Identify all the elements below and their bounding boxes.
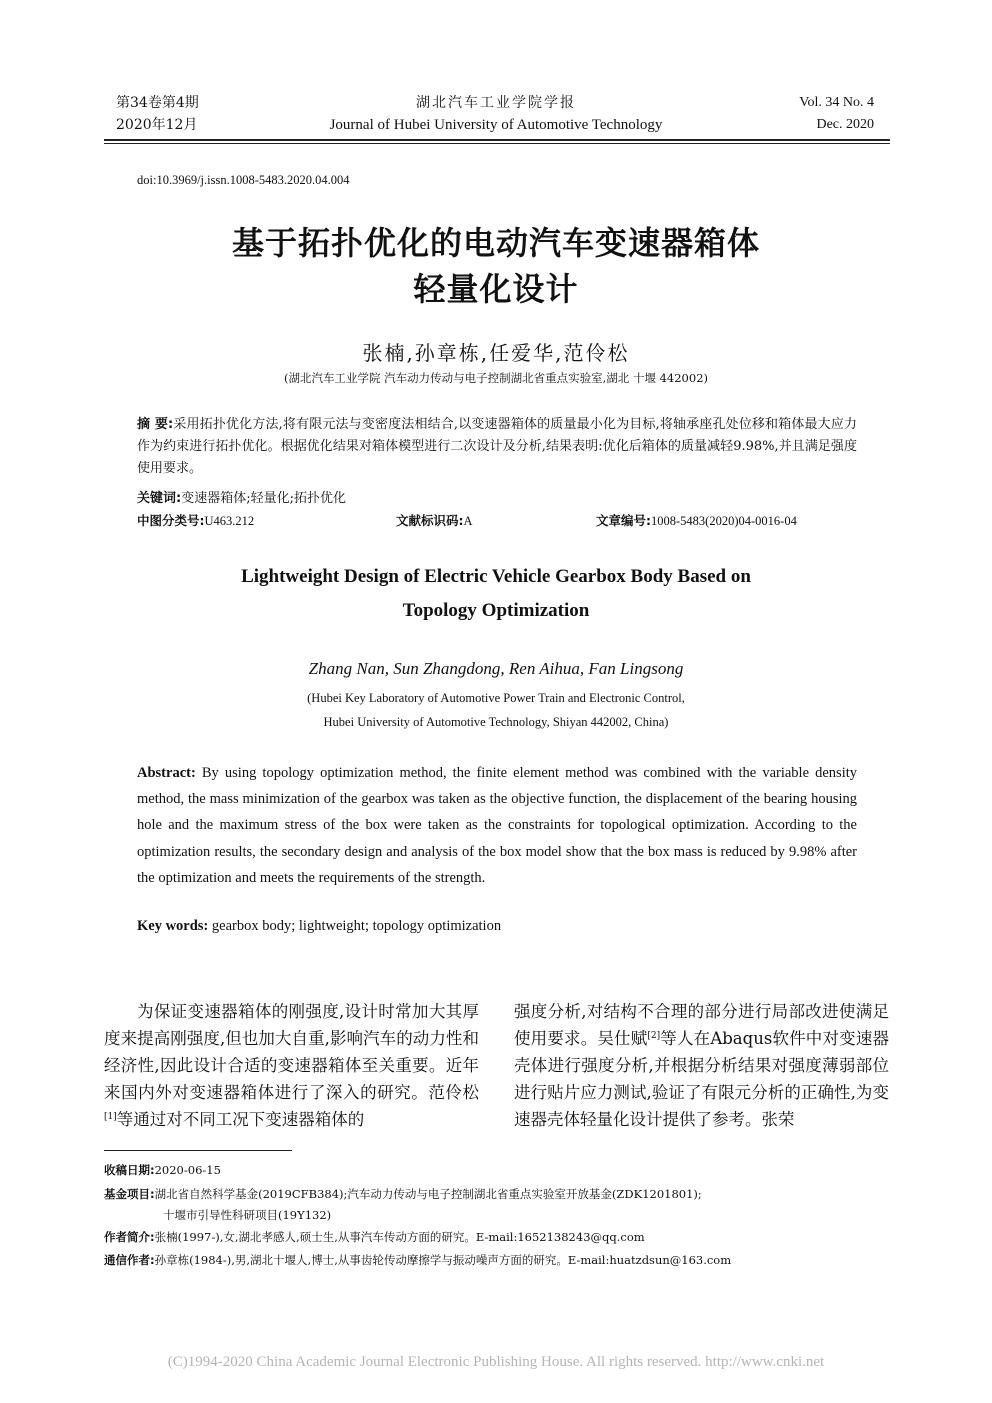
abstract-cn-label: 摘 要: [137,417,174,432]
paper-title-cn [0,220,992,312]
footnote-corresponding [104,1252,731,1268]
title-en-line2: Topology Optimization [402,600,590,621]
citation-ref-1[interactable]: [1] [104,1112,117,1122]
keywords-en-text: gearbox body; lightweight; topology optimization [208,918,502,934]
title-cn-line2: 轻量化设计 [413,270,579,308]
body-left-text-b: 等通过对不同工况下变速器箱体的 [116,1110,365,1129]
corr-value: 孙章栋(1984-),男,湖北十堰人,博士,从事齿轮传动摩擦学与振动噪声方面的研究。E-mail:huatzdsun@163.com [154,1253,732,1267]
abstract-en [137,760,857,891]
issue-date-en: Dec. 2020 [816,117,874,132]
keywords-en [137,918,501,935]
fund-value-line2: 十堰市引导性科研项目(19Y132) [163,1208,332,1222]
header-rule-thin [104,143,890,144]
keywords-cn-label: 关键词: [137,491,182,506]
paper-title-en [0,560,992,628]
keywords-cn [137,487,346,506]
header-rule-thick [104,139,890,141]
received-value: 2020-06-15 [154,1163,221,1177]
authors-cn: 张楠,孙章栋,任爱华,范伶松 [362,341,630,365]
footnote-received [104,1162,221,1178]
abstract-en-label: Abstract: [137,765,196,781]
clc-number [137,511,254,529]
abstract-cn-text: 采用拓扑优化方法,将有限元法与变密度法相结合,以变速器箱体的质量最小化为目标,将轴承座孔处位移和箱体最大应力作为约束进行拓扑优化。根据优化结果对箱体模型进行二次设计及分析,结果表明:优化后箱体的质量减轻9.98%,并且满足强度使用要求。 [137,417,857,476]
journal-name-cn: 湖北汽车工业学院学报 [416,95,576,111]
journal-name-en: Journal of Hubei University of Automotive Technology [329,117,663,133]
fund-value-line1: 湖北省自然科学基金(2019CFB384);汽车动力传动与电子控制湖北省重点实验室开放基金(ZDK1201801); [154,1187,702,1201]
affiliation-en [0,686,992,734]
body-right-text-a: 强度分析,对结构不合理的部分进行局部改进使满足使用要求。吴仕赋 [514,1002,889,1048]
doi: doi:10.3969/j.issn.1008-5483.2020.04.004 [137,173,350,187]
article-no-label: 文章编号: [596,513,651,528]
document-code [396,511,473,529]
body-column-left [104,998,479,1133]
doc-code-label: 文献标识码: [396,513,464,528]
cnki-copyright-footer: (C)1994-2020 China Academic Journal Electronic Publishing House. All rights reserved. http://www.cnki.net [167,1354,825,1370]
footnote-rule [104,1150,292,1151]
author-label: 作者简介: [104,1230,155,1244]
affiliation-en-line1: (Hubei Key Laboratory of Automotive Power Train and Electronic Control, [307,691,685,705]
clc-label: 中图分类号: [137,513,205,528]
keywords-cn-text: 变速器箱体;轻量化;拓扑优化 [181,491,346,506]
fund-label: 基金项目: [104,1187,155,1201]
abstract-en-text: By using topology optimization method, the finite element method was combined with the variable density method, the mass minimization of the gearbox was taken as the objective function, the displacement of the bearing housing hole and the maximum stress of the box were taken as the constraints for topological optimization. According to the optimization results, the secondary design and analysis of the box model show that the box mass is reduced by 9.98% after the optimization and meets the requirements of the strength. [137,765,857,886]
body-right-text-b: 等人在Abaqus软件中对变速器壳体进行强度分析,并根据分析结果对强度薄弱部位进行贴片应力测试,验证了有限元分析的正确性,为变速器壳体轻量化设计提供了参考。张荣 [514,1029,889,1129]
clc-value: U463.212 [204,514,255,528]
corr-label: 通信作者: [104,1253,155,1267]
keywords-en-label: Key words: [137,918,209,934]
volume-issue-en: Vol. 34 No. 4 [799,95,874,110]
author-value: 张楠(1997-),女,湖北孝感人,硕士生,从事汽车传动方面的研究。E-mail:1652138243@qq.com [154,1230,645,1244]
body-left-text-a: 为保证变速器箱体的刚强度,设计时常加大其厚度来提高刚强度,但也加大自重,影响汽车的动力性和经济性,因此设计合适的变速器箱体至关重要。近年来国内外对变速器箱体进行了深入的研究。范伶松 [104,1002,479,1102]
affiliation-cn: (湖北汽车工业学院 汽车动力传动与电子控制湖北省重点实验室,湖北 十堰 442002) [284,371,708,385]
authors-en: Zhang Nan, Sun Zhangdong, Ren Aihua, Fan Lingsong [308,659,684,678]
volume-issue: 第34卷第4期 [116,95,199,111]
received-label: 收稿日期: [104,1163,155,1177]
body-column-right [514,998,889,1133]
article-number [596,511,797,529]
journal-volume-en [799,92,874,136]
issue-date: 2020年12月 [116,117,198,133]
article-no-value: 1008-5483(2020)04-0016-04 [651,514,797,528]
title-en-line1: Lightweight Design of Electric Vehicle Gearbox Body Based on [241,566,751,587]
footnote-author [104,1229,645,1245]
doc-code-value: A [463,514,473,528]
title-cn-line1: 基于拓扑优化的电动汽车变速器箱体 [231,224,760,262]
affiliation-en-line2: Hubei University of Automotive Technology, Shiyan 442002, China) [323,715,669,729]
footnote-fund [104,1186,702,1202]
abstract-cn [137,414,857,480]
citation-ref-2[interactable]: [2] [647,1031,661,1041]
